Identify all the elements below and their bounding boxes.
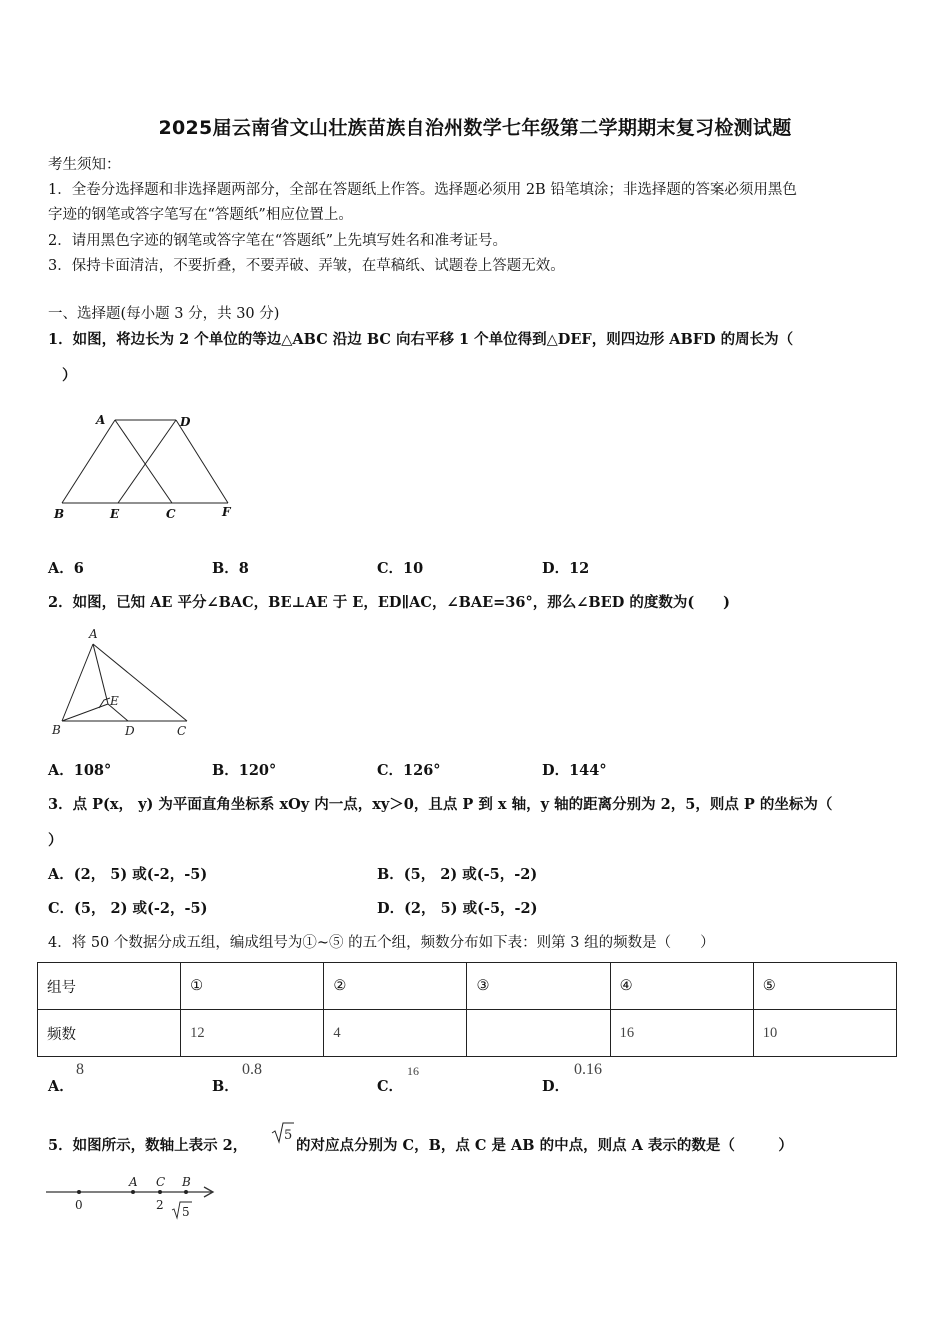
table-header-cell: ① — [181, 963, 324, 1010]
q3-option-c[interactable]: C．(5， 2) 或(-2，-5) — [48, 900, 208, 917]
q5-label-b: B — [182, 1175, 191, 1189]
notice-line-2: 2．请用黑色字迹的钢笔或答字笔在“答题纸”上先填写姓名和准考证号。 — [48, 233, 508, 249]
q4-option-b-value: 0.8 — [242, 1061, 262, 1078]
q2-option-d[interactable]: D．144° — [542, 762, 607, 779]
q5-sqrt5-symbol — [270, 1120, 296, 1146]
q1-option-d[interactable]: D．12 — [542, 560, 590, 577]
q5-point-a — [131, 1190, 135, 1194]
q4-option-a-value: 8 — [76, 1061, 84, 1078]
table-row-label: 频数 — [38, 1010, 181, 1057]
question-1-text: 1．如图，将边长为 2 个单位的等边△ABC 沿边 BC 向右平移 1 个单位得到△DEF，则四边形 ABFD 的周长为（ — [48, 331, 794, 348]
section-heading: 一、选择题(每小题 3 分，共 30 分) — [48, 306, 280, 322]
q2-option-c[interactable]: C．126° — [377, 762, 441, 779]
question-1-text-cont: ） — [62, 367, 77, 384]
table-cell: 10 — [753, 1010, 896, 1057]
q4-option-d-label[interactable]: D． — [542, 1078, 570, 1095]
q5-label-zero: 0 — [75, 1198, 83, 1212]
q1-option-a[interactable]: A．6 — [48, 560, 84, 577]
q2-side-ac — [93, 644, 187, 721]
notice-line-1b: 字迹的钢笔或答字笔写在“答题纸”相应位置上。 — [48, 207, 353, 223]
q1-side-ac — [115, 420, 172, 503]
table-header-cell: 组号 — [38, 963, 181, 1010]
q4-option-a-label[interactable]: A． — [48, 1078, 74, 1095]
page-title: 2025届云南省文山壮族苗族自治州数学七年级第二学期期末复习检测试题 — [158, 117, 792, 139]
question-2-text: 2．如图，已知 AE 平分∠BAC，BE⊥AE 于 E，ED∥AC，∠BAE=36°，那么∠BED 的度数为( ) — [48, 594, 731, 611]
q1-option-c[interactable]: C．10 — [377, 560, 424, 577]
q4-option-b-label[interactable]: B． — [212, 1078, 239, 1095]
question-4-text: 4．将 50 个数据分成五组，编成组号为①~⑤ 的五个组，频数分布如下表：则第 3 组的频数是（ ） — [48, 935, 715, 951]
table-header-row — [38, 963, 897, 1010]
table-header-cell: ② — [324, 963, 467, 1010]
q5-label-c: C — [156, 1175, 166, 1189]
q5-number-line — [44, 1172, 224, 1224]
q5-point-zero — [77, 1190, 81, 1194]
table-cell — [467, 1010, 610, 1057]
q1-label-f: F — [222, 505, 231, 519]
question-3-text-cont: ） — [48, 832, 63, 849]
question-5-text-after: 的对应点分别为 C，B，点 C 是 AB 的中点，则点 A 表示的数是（ ） — [296, 1137, 793, 1154]
notice-line-3: 3．保持卡面清洁，不要折叠，不要弄破、弄皱，在草稿纸、试题卷上答题无效。 — [48, 258, 565, 274]
table-cell: 16 — [610, 1010, 753, 1057]
q1-side-ab — [62, 420, 115, 503]
q5-label-a: A — [129, 1175, 138, 1189]
q2-label-e: E — [110, 694, 119, 708]
q5-label-two: 2 — [156, 1198, 164, 1212]
q1-label-e: E — [110, 507, 120, 521]
q1-label-b: B — [54, 507, 65, 521]
q1-side-de — [118, 420, 176, 503]
q1-option-b[interactable]: B．8 — [212, 560, 249, 577]
table-cell: 12 — [181, 1010, 324, 1057]
q1-label-a: A — [96, 413, 106, 427]
notice-line-1a: 1．全卷分选择题和非选择题两部分，全部在答题纸上作答。选择题必须用 2B 铅笔填涂；非选择题的答案必须用黑色 — [48, 182, 797, 198]
table-header-cell: ④ — [610, 963, 753, 1010]
table-header-cell: ⑤ — [753, 963, 896, 1010]
q3-option-d[interactable]: D．(2， 5) 或(-5，-2) — [377, 900, 538, 917]
q1-side-df — [176, 420, 228, 503]
q2-label-c: C — [177, 724, 187, 738]
q2-figure — [48, 624, 198, 742]
table-header-cell: ③ — [467, 963, 610, 1010]
q3-option-a[interactable]: A．(2， 5) 或(-2，-5) — [48, 866, 208, 883]
q2-side-ab — [62, 644, 93, 721]
q4-option-c-label[interactable]: C． — [377, 1078, 404, 1095]
q1-figure — [48, 408, 248, 526]
q2-option-a[interactable]: A．108° — [48, 762, 112, 779]
q5-point-b — [184, 1190, 188, 1194]
q2-label-b: B — [52, 723, 61, 737]
q2-option-b[interactable]: B．120° — [212, 762, 277, 779]
q2-perpendicular-be — [62, 704, 108, 721]
q4-option-c-value: 16 — [407, 1064, 419, 1078]
q2-label-a: A — [89, 627, 98, 641]
table-cell: 4 — [324, 1010, 467, 1057]
q5-point-c — [158, 1190, 162, 1194]
question-3-text: 3．点 P(x， y) 为平面直角坐标系 xOy 内一点，xy＞0，且点 P 到 x 轴，y 轴的距离分别为 2，5，则点 P 的坐标为（ — [48, 796, 833, 813]
q5-label-sqrt5: 5 — [182, 1205, 190, 1219]
q2-bisector-ae — [93, 644, 108, 704]
q2-label-d: D — [125, 724, 135, 738]
q3-option-b[interactable]: B．(5， 2) 或(-5，-2) — [377, 866, 538, 883]
table-row — [38, 1010, 897, 1057]
notice-heading: 考生须知： — [48, 157, 121, 173]
q1-label-d: D — [180, 415, 191, 429]
frequency-table — [37, 962, 897, 1057]
q5-sqrt5-radicand: 5 — [284, 1128, 293, 1143]
q4-option-d-value: 0.16 — [574, 1061, 602, 1078]
q1-label-c: C — [166, 507, 176, 521]
question-5-text-before: 5．如图所示，数轴上表示 2， — [48, 1137, 248, 1154]
